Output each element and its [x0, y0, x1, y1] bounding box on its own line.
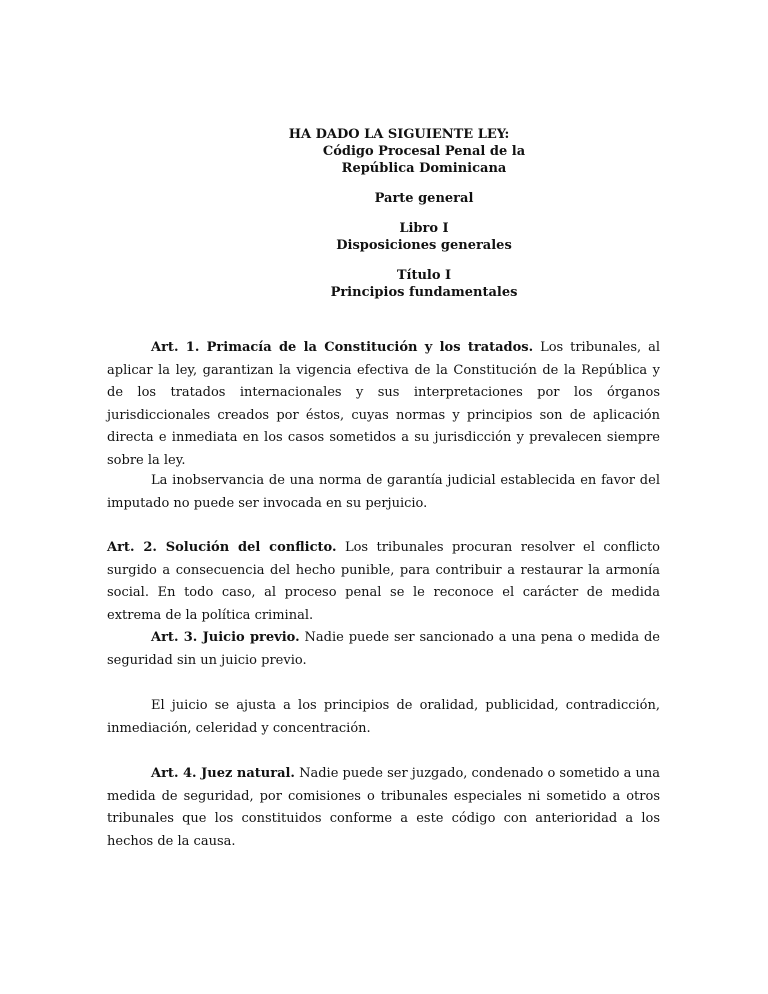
article-4-heading: Art. 4. Juez natural.	[151, 766, 295, 781]
article-1-paragraph-2-block	[107, 470, 660, 515]
article-2-heading: Art. 2. Solución del conflicto.	[107, 540, 337, 555]
article-1-paragraph-2	[107, 470, 660, 515]
code-title-line-1: Código Procesal Penal de la	[322, 144, 526, 159]
article-3-text: Nadie puede ser sancionado a una pena o medida de seguridad sin un juicio previo.	[107, 630, 660, 668]
article-2-block	[107, 537, 660, 627]
title-heading: Título I	[396, 268, 452, 283]
article-2-text: Los tribunales procuran resolver el conflicto surgido a consecuencia del hecho punible, para contribuir a restaurar la armonía social. En todo caso, al proceso penal se le reconoce el carácter de medida extrema de la política criminal.	[107, 540, 660, 623]
article-1-paragraph	[107, 337, 660, 472]
article-2-paragraph	[107, 537, 660, 627]
article-1-text: Los tribunales, al aplicar la ley, garantizan la vigencia efectiva de la Constitución de la República y de los tratados internacionales y sus interpretaciones por los órganos jurisdiccionales creados por éstos, cuyas normas y principios son de aplicación directa e inmediata en los casos sometidos a su jurisdicción y prevalecen siempre sobre la ley.	[107, 340, 660, 468]
article-1-heading: Art. 1. Primacía de la Constitución y los tratados.	[151, 340, 534, 355]
article-3-block	[107, 627, 660, 672]
article-4-text: Nadie puede ser juzgado, condenado o sometido a una medida de seguridad, por comisiones o tribunales especiales ni sometido a otros tribunales que los constituidos conforme a este código con anterioridad a los hechos de la causa.	[107, 766, 660, 849]
article-3-paragraph	[107, 627, 660, 672]
document-heading	[0, 126, 768, 301]
code-title-line-2: República Dominicana	[341, 161, 507, 176]
article-3-heading: Art. 3. Juicio previo.	[151, 630, 300, 645]
article-3-paragraph-2-block	[107, 695, 660, 740]
article-4-block	[107, 763, 660, 853]
article-1-text-2: La inobservancia de una norma de garantía judicial establecida en favor del imputado no puede ser invocada en su perjuicio.	[107, 473, 660, 511]
article-3-text-2: El juicio se ajusta a los principios de oralidad, publicidad, contradicción, inmediación, celeridad y concentración.	[107, 698, 660, 736]
article-3-paragraph-2	[107, 695, 660, 740]
enacting-formula: HA DADO LA SIGUIENTE LEY:	[288, 127, 510, 142]
article-1-block	[107, 337, 660, 472]
article-4-paragraph	[107, 763, 660, 853]
title-name: Principios fundamentales	[330, 285, 518, 300]
book-title: Disposiciones generales	[336, 238, 512, 253]
book-heading: Libro I	[399, 221, 449, 236]
part-heading: Parte general	[374, 191, 474, 206]
